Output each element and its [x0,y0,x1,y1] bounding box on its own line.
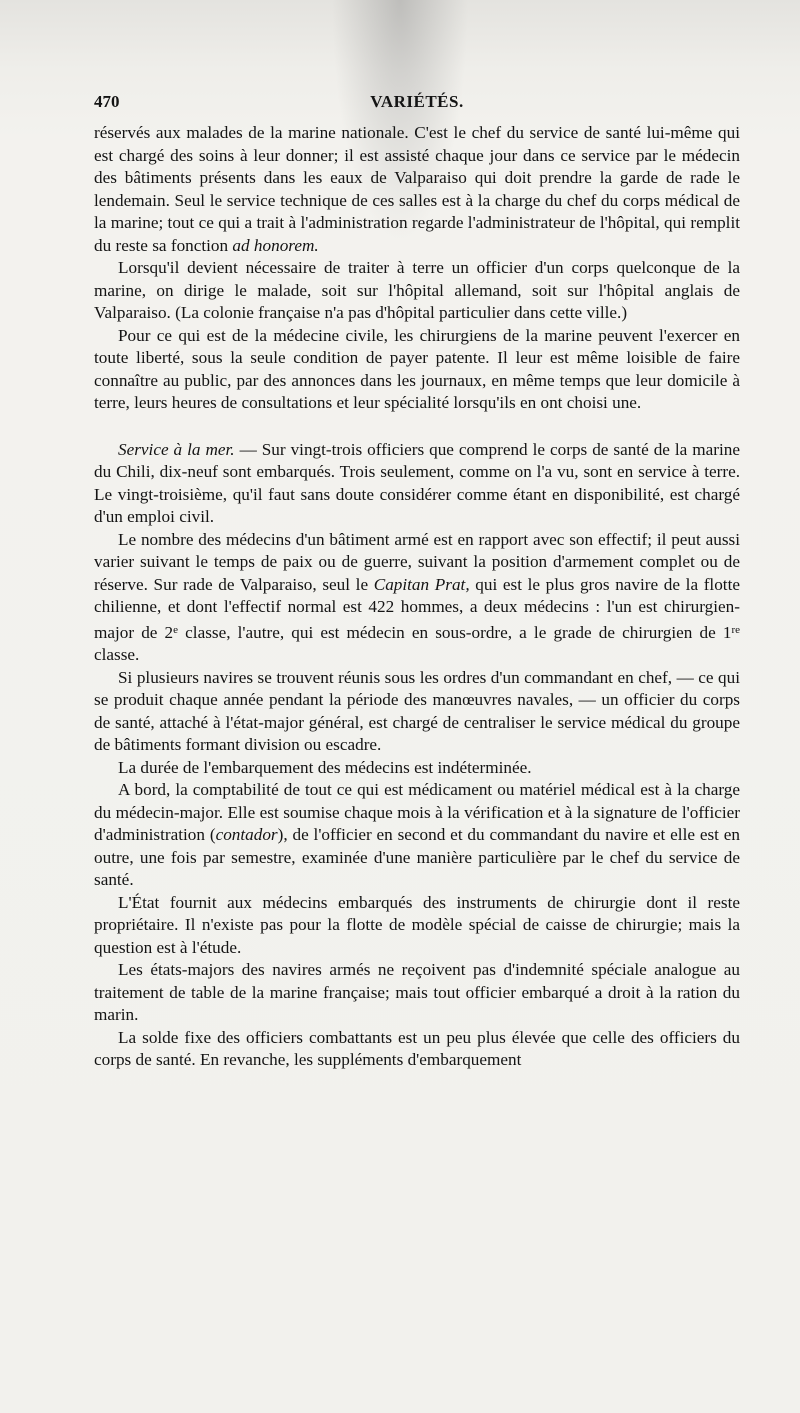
paragraph-civil-medicine: Pour ce qui est de la médecine civile, les chirurgiens de la marine peuvent l'exercer en toute liberté, sous la seule condition de payer patente. Il leur est même loisible de faire connaître au public, par des annonces dans les journaux, en même temps que leur domicile à terre, leurs heures de consultations et leur spécialité lorsqu'ils en ont choisi une. [94,325,740,412]
paragraph-duration: La durée de l'embarquement des médecins est indéterminée. [118,757,532,777]
paragraph-officer-treatment: Lorsqu'il devient nécessaire de traiter à terre un officier d'un corps quelconque de la marine, on dirige le malade, soit sur l'hôpital allemand, soit sur l'hôpital anglais de Valparaiso. (La colonie française n'a pas d'hôpital particulier dans cette ville.) [94,258,740,322]
paragraph-pay: La solde fixe des officiers combattants est un peu plus élevée que celle des officiers du corps de santé. En revanche, les suppléments d'embarquement [94,1027,740,1069]
paragraph-hospital-wards: réservés aux malades de la marine nationale. C'est le chef du service de santé lui-même qui est chargé des soins à leur donner; il est assisté chaque jour dans ce service par le médecin des bâtiments présents dans les eaux de Valparaiso qui doit prendre la garde de rade le lendemain. Seul le service technique de ces salles est à la charge du chef du corps médical de la marine; tout ce qui a trait à l'administration regarde l'administrateur de l'hôpital, qui remplit du reste sa fonction ad honorem. [94,123,740,255]
section-heading: Service à la mer. [118,439,235,459]
body-text [94,122,740,1072]
page-header [94,92,740,116]
latin-phrase: ad honorem. [232,235,319,255]
paragraph-accounting: A bord, la comptabilité de tout ce qui est médicament ou matériel médical est à la charge du médecin-major. Elle est soumise chaque mois à la vérification et à la signature de l'officier d'administration (contador), de l'officier en second et du commandant du navire et elle est en outre, une fois par semestre, examinée d'une manière particulière par le chef du service de santé. [94,780,740,889]
paragraph-number-of-doctors: Le nombre des médecins d'un bâtiment armé est en rapport avec son effectif; il peut aussi varier suivant le temps de paix ou de guerre, suivant la position d'armement complet ou de réserve. Sur rade de Valparaiso, seul le Capitan Prat, qui est le plus gros navire de la flotte chilienne, et dont l'effectif normal est 422 hommes, a deux médecins : l'un est chirurgien-major de 2e classe, l'autre, qui est médecin en sous-ordre, a le grade de chirurgien de 1re classe. [94,529,740,664]
page-number: 470 [94,92,120,111]
paragraph-squadron: Si plusieurs navires se trouvent réunis sous les ordres d'un commandant en chef, — ce qui se produit chaque année pendant la période des manœuvres navales, — un officier du corps de santé, attaché à l'état-major général, est chargé de centraliser le service médical du groupe de bâtiments formant division ou escadre. [94,667,740,754]
paragraph-service-at-sea: Service à la mer. — Sur vingt-trois officiers que comprend le corps de santé de la marine du Chili, dix-neuf sont embarqués. Trois seulement, comme on l'a vu, sont en service à terre. Le vingt-troisième, qu'il faut sans doute considérer comme étant en disponibilité, est chargé d'un emploi civil. [94,439,740,526]
paragraph-indemnity: Les états-majors des navires armés ne reçoivent pas d'indemnité spéciale analogue au traitement de table de la marine française; mais tout officier embarqué a droit à la ration du marin. [94,960,740,1024]
ship-name: Capitan Prat, [373,574,470,594]
paragraph-instruments: L'État fournit aux médecins embarqués des instruments de chirurgie dont il reste propriétaire. Il n'existe pas pour la flotte de modèle spécial de caisse de chirurgie; mais la question est à l'étude. [94,892,740,957]
running-title: VARIÉTÉS. [370,92,464,111]
contador-term: contador [215,825,278,844]
